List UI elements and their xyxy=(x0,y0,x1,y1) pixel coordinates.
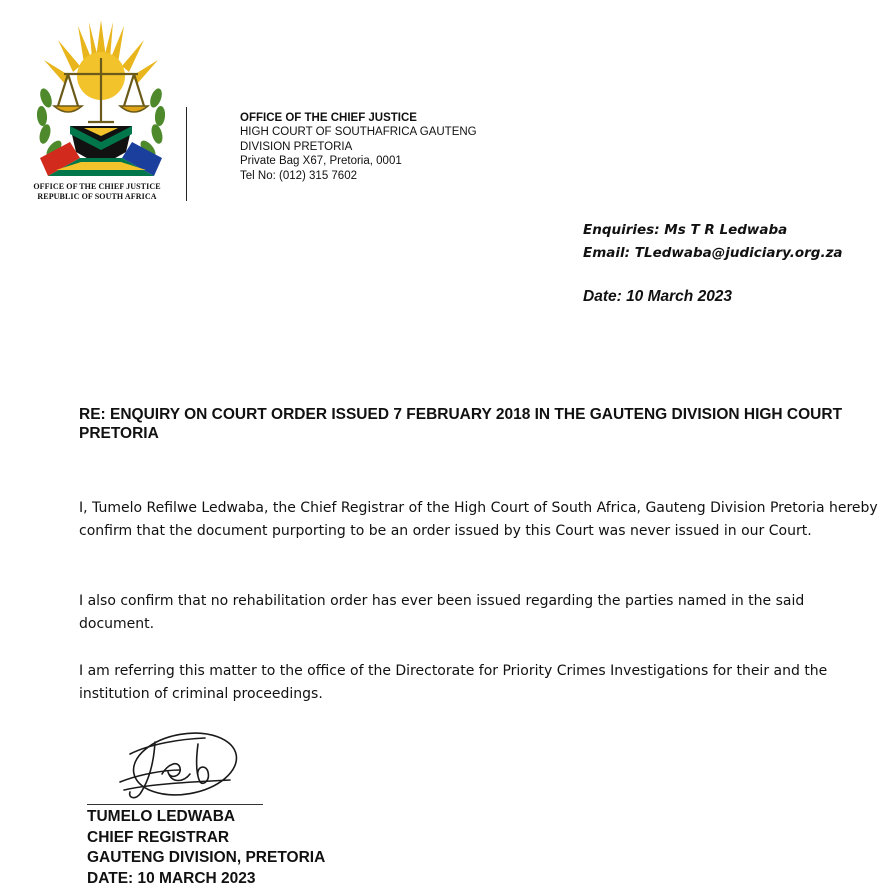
handwritten-signature xyxy=(110,724,250,804)
crest-caption xyxy=(22,182,172,202)
body-paragraph-3: I am referring this matter to the office of the Directorate for Priority Crimes Investigations for their and the institution of criminal proceedings. xyxy=(79,663,828,702)
signatory-title: CHIEF REGISTRAR xyxy=(87,828,230,846)
telephone-number: Tel No: (012) 315 7602 xyxy=(240,169,357,182)
scale-pan-left xyxy=(54,106,82,112)
letter-date: Date: 10 March 2023 xyxy=(583,288,733,305)
scale-pan-right xyxy=(120,106,148,112)
court-name-line1: HIGH COURT OF SOUTHAFRICA GAUTENG xyxy=(240,126,477,139)
signatory-block xyxy=(87,807,325,889)
office-name: OFFICE OF THE CHIEF JUSTICE xyxy=(240,112,417,124)
signature-line xyxy=(87,804,263,805)
coat-of-arms-logo xyxy=(26,18,176,183)
postal-address: Private Bag X67, Pretoria, 0001 xyxy=(240,155,402,168)
signatory-division: GAUTENG DIVISION, PRETORIA xyxy=(87,849,326,866)
letterhead-divider xyxy=(186,107,187,201)
signatory-name: TUMELO LEDWABA xyxy=(87,808,236,825)
email-line: Email: TLedwaba@judiciary.org.za xyxy=(583,245,843,261)
enquiries-line: Enquiries: Ms T R Ledwaba xyxy=(583,222,788,238)
signatory-date: DATE: 10 MARCH 2023 xyxy=(87,869,256,887)
reference-block xyxy=(583,219,843,308)
court-name-line2: DIVISION PRETORIA xyxy=(240,140,353,153)
letterhead-address xyxy=(240,111,477,183)
crest-caption-office: OFFICE OF THE CHIEF JUSTICE xyxy=(33,182,161,191)
crest-caption-republic: REPUBLIC OF SOUTH AFRICA xyxy=(37,192,157,201)
body-paragraph-2: I also confirm that no rehabilitation order has ever been issued regarding the parties named in the said document. xyxy=(79,593,805,632)
body-paragraph-1: I, Tumelo Refilwe Ledwaba, the Chief Registrar of the High Court of South Africa, Gauteng Division Pretoria hereby confirm that the document purporting to be an order issued by this Court was never issued in our Court. xyxy=(79,500,878,539)
subject-heading: RE: ENQUIRY ON COURT ORDER ISSUED 7 FEBRUARY 2018 IN THE GAUTENG DIVISION HIGH COURT PRETORIA xyxy=(79,406,843,442)
